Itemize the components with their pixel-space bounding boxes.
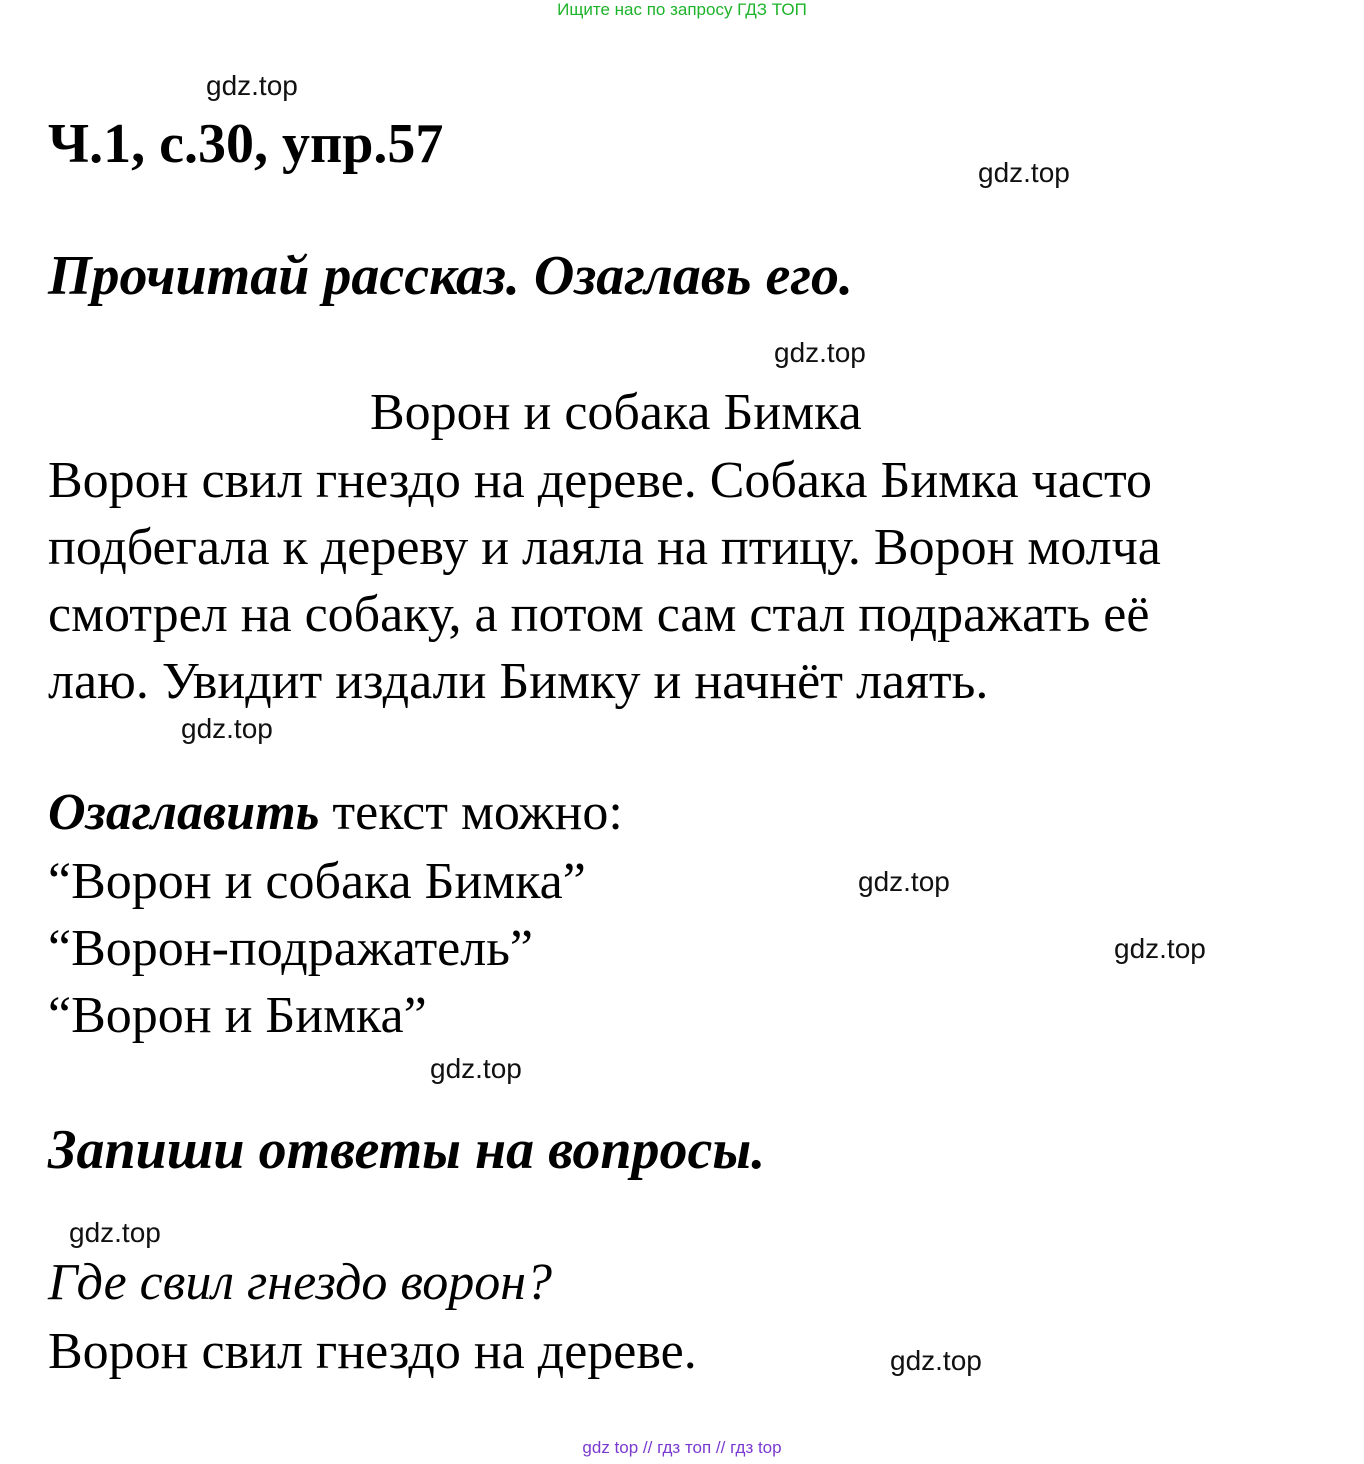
watermark: gdz.top	[181, 713, 273, 744]
story-line: подбегала к дереву и лаяла на птицу. Ворон молча	[48, 519, 1161, 576]
title-option: “Ворон и собака Бимка”	[48, 853, 586, 910]
task-instruction: Запиши ответы на вопросы.	[48, 1119, 766, 1181]
answer: Ворон свил гнездо на дереве.	[48, 1323, 697, 1380]
footer: gdz top // гдз топ // гдз top	[582, 1438, 782, 1457]
answer-intro-text: текст можно:	[319, 784, 623, 841]
watermark: gdz.top	[774, 337, 866, 368]
answer-intro	[48, 783, 623, 842]
title-option: “Ворон и Бимка”	[48, 987, 427, 1044]
watermark: gdz.top	[1114, 933, 1206, 964]
watermark: gdz.top	[69, 1217, 161, 1248]
story-line: лаю. Увидит издали Бимку и начнёт лаять.	[48, 653, 989, 710]
answer-intro-emphasis: Озаглавить	[48, 784, 320, 841]
watermark: gdz.top	[430, 1053, 522, 1084]
story-line: смотрел на собаку, а потом сам стал подражать её	[48, 586, 1150, 643]
question: Где свил гнездо ворон?	[48, 1254, 553, 1311]
watermark: gdz.top	[858, 866, 950, 897]
top-banner: Ищите нас по запросу ГДЗ ТОП	[557, 0, 807, 19]
watermark: gdz.top	[206, 70, 298, 101]
page-title: Ч.1, с.30, упр.57	[48, 113, 444, 175]
title-option: “Ворон-подражатель”	[48, 920, 533, 977]
watermark: gdz.top	[890, 1345, 982, 1376]
story-title: Ворон и собака Бимка	[370, 384, 862, 441]
task-instruction: Прочитай рассказ. Озаглавь его.	[48, 245, 853, 307]
story-line: Ворон свил гнездо на дереве. Собака Бимка часто	[48, 452, 1152, 509]
watermark: gdz.top	[978, 157, 1070, 188]
